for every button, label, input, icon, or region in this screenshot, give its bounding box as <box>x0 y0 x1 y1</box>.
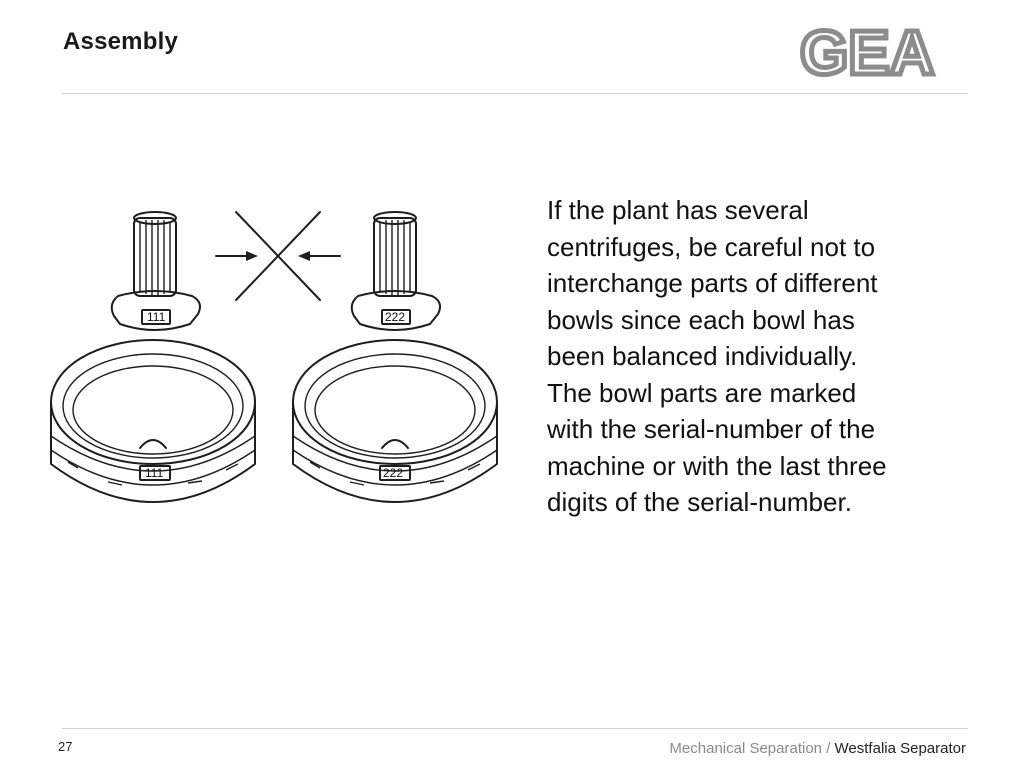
instruction-line: bowls since each bowl has <box>547 304 855 335</box>
page-number: 27 <box>58 739 73 754</box>
footer-division: Mechanical Separation <box>669 740 823 757</box>
instruction-text <box>547 192 987 521</box>
footer-divider <box>62 728 968 729</box>
right-distributor <box>352 212 440 330</box>
footer-branding <box>669 740 966 757</box>
instruction-line: machine or with the last three <box>547 450 887 481</box>
left-bowl <box>51 340 255 502</box>
right-top-serial-tag: 222 <box>385 310 406 324</box>
slide-title: Assembly <box>63 28 178 55</box>
instruction-line: centrifuges, be careful not to <box>547 231 876 262</box>
footer-product: Westfalia Separator <box>834 740 966 757</box>
left-distributor <box>112 212 200 330</box>
right-bowl <box>293 340 497 502</box>
left-top-serial-tag: 111 <box>147 310 166 324</box>
gea-logo-text: GEA <box>800 22 935 80</box>
instruction-line: been balanced individually. <box>547 341 858 371</box>
instruction-line: If the plant has several <box>547 195 809 225</box>
instruction-line: interchange parts of different <box>547 268 878 298</box>
instruction-line: with the serial-number of the <box>547 414 876 444</box>
left-bowl-serial-tag: 111 <box>145 466 164 480</box>
header-divider <box>62 93 968 94</box>
right-bowl-serial-tag: 222 <box>383 466 404 480</box>
instruction-line: digits of the serial-number. <box>547 487 852 517</box>
footer-separator: / <box>826 740 831 757</box>
instruction-line: The bowl parts are marked <box>547 377 857 408</box>
bowl-parts-illustration <box>48 200 508 540</box>
gea-logo <box>798 22 970 80</box>
do-not-interchange-mark <box>216 212 340 300</box>
